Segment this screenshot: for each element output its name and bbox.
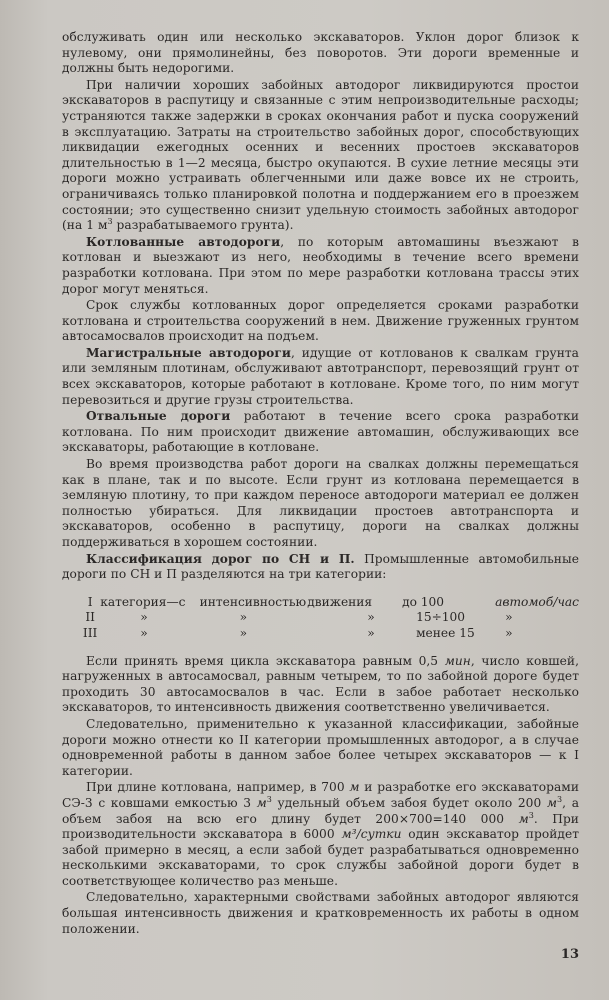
paragraph-8: [62, 552, 579, 583]
unit-text: м: [518, 811, 529, 826]
unit-text: м³/сутки: [341, 827, 402, 842]
paragraph-12: Следовательно, характерными свойствами забойных автодорог являются большая интенсивность движения и кратковременность их работы в одном положении.: [62, 890, 579, 936]
term-pit-roads: Котлованные автодороги: [86, 234, 281, 249]
table-cell: »: [367, 625, 375, 640]
table-cell: »: [505, 625, 513, 640]
paragraph-5-text: , идущие от котлованов к свалкам грунта или земляным плотинам, обслуживают автотранспорт, перевозящий грунт от всех экскаваторов, которые работают в котловане. Кроме того, по ним могут перевозиться и другие грузы строительства.: [62, 345, 579, 407]
table-cell: »: [367, 610, 375, 625]
unit-text: м: [349, 780, 360, 795]
paragraph-9: [62, 654, 579, 716]
paragraph-2: [62, 78, 579, 234]
superscript: 3: [528, 810, 534, 820]
table-cell: категория—с: [100, 594, 186, 609]
paragraph-1: обслуживать один или несколько экскаваторов. Уклон дорог близок к нулевому, они прямолинейны, без поворотов. Эти дороги временные и должны быть недорогими.: [62, 30, 579, 76]
table-cell: »: [505, 610, 513, 625]
unit-text: м: [256, 795, 267, 810]
unit-text: мин: [444, 653, 471, 668]
paragraph-4: Срок службы котлованных дорог определяется сроками разработки котлована и строительства сооружений в нем. Движение груженных грунтом автосамосвалов происходит на подъем.: [62, 298, 579, 344]
table-cell: »: [140, 625, 148, 640]
term-trunk-roads: Магистральные автодороги: [86, 345, 291, 360]
table-cell: движения: [307, 594, 373, 609]
table-cell: »: [239, 610, 248, 625]
term-dump-roads: Отвальные дороги: [86, 409, 231, 424]
category-number: III: [82, 625, 98, 640]
unit-text: автомоб/час: [495, 594, 579, 609]
table-cell: »: [239, 625, 248, 640]
table-row: [80, 595, 579, 611]
page-number: 13: [560, 947, 579, 962]
paragraph-6: [62, 409, 579, 456]
paragraph-11-text: При длине котлована, например, в 700: [86, 780, 350, 795]
superscript: 3: [557, 794, 563, 804]
category-number: I: [87, 594, 93, 609]
paragraph-5: [62, 346, 579, 408]
paragraph-6-text: работают в течение всего срока разработки котлована. По ним происходит движение автомашин, обслуживающих все экскаваторы, работающие в котловане.: [62, 409, 579, 455]
table-cell: до 100: [402, 594, 445, 609]
table-cell: интенсивностью: [199, 594, 307, 609]
table-cell-unit: [495, 595, 579, 611]
paragraph-11-text: и разработке его экскаваторами СЭ-3 с ковшами емкостью 3: [62, 780, 579, 810]
classification-table: [80, 595, 579, 642]
unit-text: м: [546, 795, 558, 810]
superscript: 3: [107, 217, 113, 227]
paragraph-9-end: , число ковшей, нагруженных в автосамосвал, равным четырем, то по забойной дороге будет проходить 30 автосамосвалов в час. Если в забое работает несколько экскаваторов, то интенсивность движения соответственно увеличивается.: [62, 653, 579, 715]
paragraph-8-text: Промышленные автомобильные дороги по СН и П разделяются на три категории:: [62, 551, 579, 582]
superscript: 3: [266, 794, 272, 804]
paragraph-10: Следовательно, применительно к указанной классификации, забойные дороги можно отнести ко II категории промышленных автодорог, а в случае одновременной работы в данном забое более четырех экскаваторов — к I категории.: [62, 716, 579, 778]
paragraph-3: [62, 235, 579, 297]
table-cell: »: [140, 610, 148, 625]
paragraph-2-text: При наличии хороших забойных автодорог ликвидируются простои экскаваторов в распутицу и связанные с этим непроизводительные расходы; устраняются также задержки в сроках окончания работ и пуска сооружений в эксплуатацию. Затраты на строительство забойных дорог, способствующих ликвидации ежегодных осенних и весенних простоев экскаваторов длительностью в 1—2 месяца, быстро окупаются. В сухие летние месяцы эти дороги можно устраивать облегченными или даже вовсе их не строить, ограничиваясь только планировкой полотна и поддержанием его в проезжем состоянии; это существенно снизит удельную стоимость забойных автодорог (на 1 м: [62, 77, 579, 233]
paragraph-3-text: , по которым автомашины въезжают в котлован и выезжают из него, необходимы в течение всего времени разработки котлована. При этом по мере разработки котлована трассы этих дорог могут меняться.: [62, 234, 579, 296]
paragraph-11-text: . При производительности экскаватора в 6000: [62, 811, 579, 842]
paragraph-9-text: Если принять время цикла экскаватора равным 0,5: [86, 653, 445, 668]
paragraph-11-end: один экскаватор пройдет забой примерно в месяц, а если забой будет разрабатываться одновременно несколькими экскаваторами, то срок службы забойной дороги будет в соответствующее количество раз меньше.: [62, 827, 579, 888]
term-classification: Классификация дорог по СН и П.: [86, 551, 355, 566]
table-cell: менее 15: [416, 625, 475, 640]
paragraph-11-text: удельный объем забоя будет около 200: [271, 795, 547, 810]
paragraph-2-end: разрабатываемого грунта).: [112, 218, 294, 233]
category-number: II: [85, 610, 95, 625]
table-row: [80, 626, 579, 642]
paragraph-11-text: , а объем забоя на всю его длину будет 200×700=140 000: [62, 795, 580, 826]
paragraph-11: [62, 780, 579, 889]
table-row: [80, 610, 579, 626]
paragraph-7: Во время производства работ дороги на свалках должны перемещаться как в плане, так и по высоте. Если грунт из котлована перемещается в земляную плотину, то при каждом переносе автодороги материал ее должен полностью убираться. Для ликвидации простоев автотранспорта и экскаваторов, особенно в распутицу, дороги на свалках должны поддерживаться в хорошем состоянии.: [62, 457, 579, 549]
table-cell: 15÷100: [416, 610, 466, 625]
